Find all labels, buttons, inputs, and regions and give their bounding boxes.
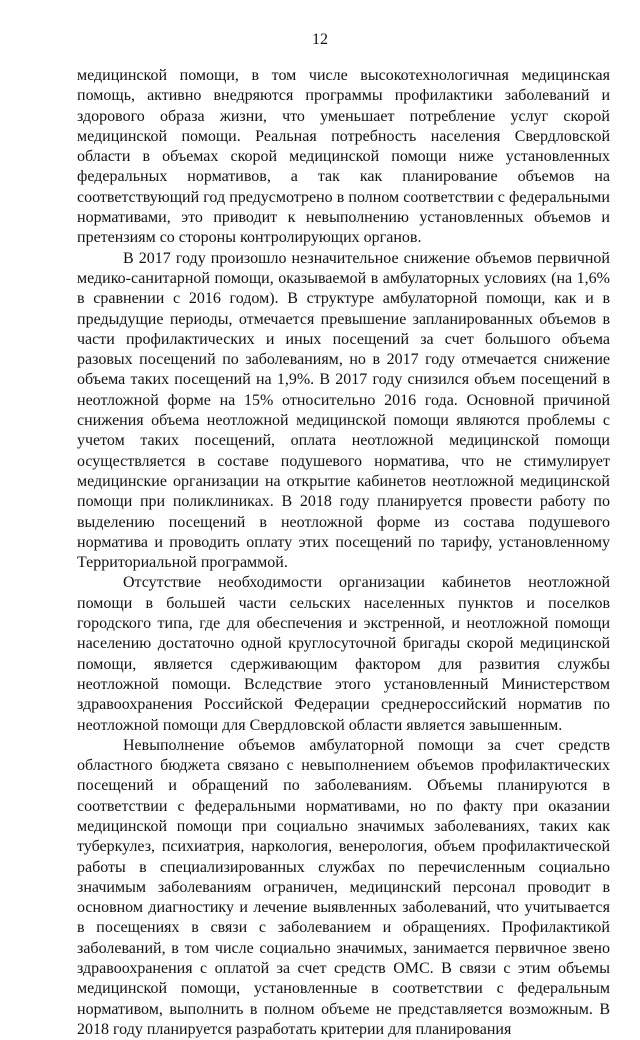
paragraph-2017-primary-care: В 2017 году произошло незначительное снижение объемов первичной медико-санитарной помощи, оказываемой в амбулаторных условиях (на 1,6% в сравнении с 2016 годом). В структуре амбулаторной помощи, как и в предыдущие периоды, отмечается превышение запланированных объемов в части профилактических и иных посещений за счет большого объема разовых посещений по заболеваниям, но в 2017 году отмечается снижение объема таких посещений на 1,9%. В 2017 году снизился объем посещений в неотложной форме на 15% относительно 2016 года. Основной причиной снижения объема неотложной медицинской помощи являются проблемы с учетом таких посещений, оплата неотложной медицинской помощи осуществляется в составе подушевого норматива, что не стимулирует медицинские организации на открытие кабинетов неотложной медицинской помощи при поликлиниках. В 2018 году планируется провести работу по выделению посещений в неотложной форме из состава подушевого норматива и проводить оплату этих посещений по тарифу, установленному Территориальной программой. (77, 249, 610, 572)
page-number: 12 (312, 31, 328, 48)
body-text (77, 66, 610, 1040)
paragraph-continuation: медицинской помощи, в том числе высокотехнологичная медицинская помощь, активно внедряются программы профилактики заболеваний и здорового образа жизни, что уменьшает потребление услуг скорой медицинской помощи. Реальная потребность населения Свердловской области в объемах скорой медицинской помощи ниже установленных федеральных нормативов, а так как планирование объемов на соответствующий год предусмотрено в полном соответствии с федеральными нормативами, это приводит к невыполнению установленных объемов и претензиям со стороны контролирующих органов. (77, 67, 610, 247)
paragraph-outpatient-shortfall: Невыполнение объемов амбулаторной помощи за счет средств областного бюджета связано с невыполнением объемов профилактических посещений и обращений по заболеваниям. Объемы планируются в соответствии с федеральными нормативами, но по факту при оказании медицинской помощи при социально значимых заболеваниях, таких как туберкулез, психиатрия, наркология, венерология, объем профилактической работы в специализированных службах по перечисленным социально значимым заболеваниям ограничен, медицинский персонал проводит в основном диагностику и лечение выявленных заболеваний, что учитывается в посещениях в связи с заболеванием и обращениях. Профилактикой заболеваний, в том числе социально значимых, занимается первичное звено здравоохранения с оплатой за счет средств ОМС. В связи с этим объемы медицинской помощи, установленные в соответствии с федеральным нормативом, выполнить в полном объеме не представляется возможным. В 2018 году планируется разработать критерии для планирования (77, 736, 610, 1038)
paragraph-urgent-care-offices: Отсутствие необходимости организации кабинетов неотложной помощи в большей части сельских населенных пунктов и поселков городского типа, где для обеспечения и экстренной, и неотложной помощи населению достаточно одной круглосуточной бригады скорой медицинской помощи, является сдерживающим фактором для развития службы неотложной помощи. Вследствие этого установленный Министерством здравоохранения Российской Федерации среднероссийский норматив по неотложной помощи для Свердловской области является завышенным. (77, 574, 610, 734)
